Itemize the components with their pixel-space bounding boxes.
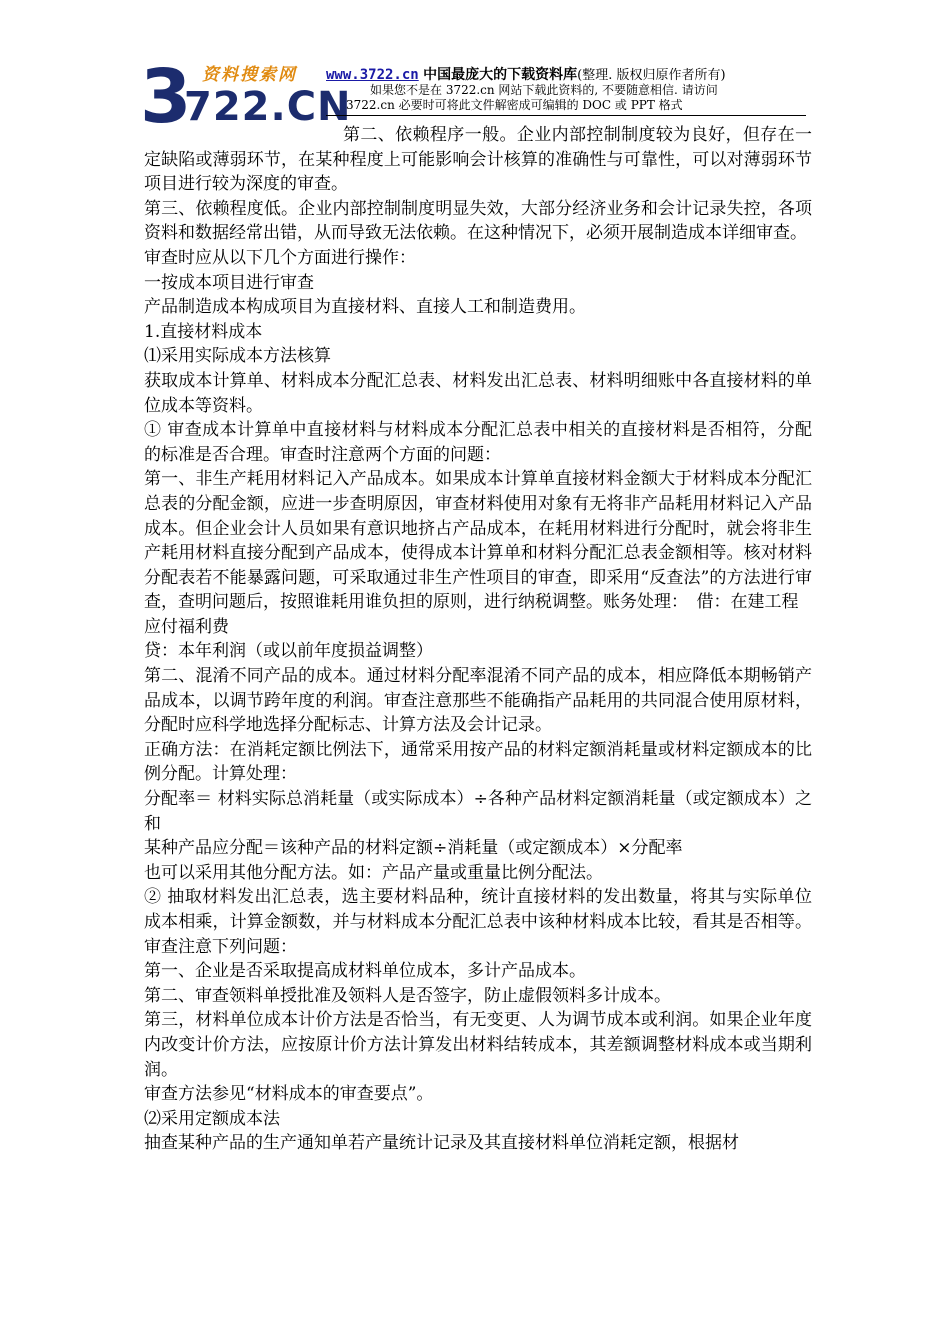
site-url-link[interactable]: www.3722.cn — [326, 67, 419, 83]
paragraph: 第三、依赖程度低。企业内部控制制度明显失效，大部分经济业务和会计记录失控，各项资料和数据经常出错，从而导致无法依赖。在这种情况下，必须开展制造成本详细审查。 — [144, 198, 812, 244]
paragraph: ② 抽取材料发出汇总表，选主要材料品种，统计直接材料的发出数量，将其与实际单位成本相乘，计算金额数，并与材料成本分配汇总表中该种材料成本比较，看其是否相等。审查注意下列问题： — [144, 887, 812, 957]
paragraph: 审查方法参见“材料成本的审查要点”。 — [144, 1084, 434, 1105]
paragraph: 第一、企业是否采取提高成材料单位成本，多计产品成本。 — [144, 961, 586, 982]
download-notice-line2: 3722.cn 必要时可将此文件解密成可编辑的 DOC 或 PPT 格式 — [346, 98, 683, 112]
paragraph: 应付福利费 — [144, 616, 229, 637]
download-notice-line1: 如果您不是在 3722.cn 网站下载此资料的, 不要随意相信. 请访问 — [370, 83, 718, 97]
logo-slogan: 资料搜索网 — [202, 65, 297, 85]
paragraph: 也可以采用其他分配方法。如：产品产量或重量比例分配法。 — [144, 862, 603, 883]
paragraph: 获取成本计算单、材料成本分配汇总表、材料发出汇总表、材料明细账中各直接材料的单位成本等资料。 — [144, 370, 812, 416]
paragraph: 审查时应从以下几个方面进行操作： — [144, 247, 416, 268]
paragraph: 产品制造成本构成项目为直接材料、直接人工和制造费用。 — [144, 297, 586, 318]
section-heading: 一按成本项目进行审查 — [144, 272, 314, 293]
paragraph: 第三，材料单位成本计价方法是否恰当，有无变更、人为调节成本或利润。如果企业年度内改变计价方法，应按原计价方法计算发出材料结转成本，其差额调整材料成本或当期利润。 — [144, 1010, 812, 1080]
paragraph: ① 审查成本计算单中直接材料与材料成本分配汇总表中相关的直接材料是否相符，分配的标准是否合理。审查时注意两个方面的问题： — [144, 420, 812, 465]
section-heading: ⑴采用实际成本方法核算 — [144, 346, 331, 367]
paragraph: 第二、混淆不同产品的成本。通过材料分配率混淆不同产品的成本，相应降低本期畅销产品成本，以调节跨年度的利润。审查注意那些不能确指产品耗用的共同混合使用原材料，分配时应科学地选择分配标志、计算方法及会计记录。 — [144, 666, 812, 736]
paragraph: 第二、审查领料单授批准及领料人是否签字，防止虚假领料多计成本。 — [144, 985, 671, 1006]
logo-digit: 3 — [140, 54, 190, 140]
paragraph: 正确方法：在消耗定额比例法下，通常采用按产品的材料定额消耗量或材料定额成本的比例分配。计算处理： — [144, 739, 812, 785]
paragraph: 第一、非生产耗用材料记入产品成本。如果成本计算单直接材料金额大于材料成本分配汇总表的分配金额，应进一步查明原因，审查材料使用对象有无将非产品耗用材料记入产品成本。但企业会计人员如果有意识地挤占产品成本，在耗用材料进行分配时，就会将非生产耗用材料直接分配到产品成本，使得成本计算单和材料分配汇总表金额相等。核对材料分配表若不能暴露问题，可采取通过非生产性项目的审查，即采用“反查法”的方法进行审查，查明问题后，按照谁耗用谁负担的原则，进行纳税调整。账务处理： 借：在建工程 — [144, 469, 812, 613]
paragraph: 第二、依赖程序一般。企业内部控制制度较为良好，但存在一定缺陷或薄弱环节，在某种程度上可能影响会计核算的准确性与可靠性，可以对薄弱环节项目进行较为深度的审查。 — [144, 125, 812, 195]
document-body — [144, 123, 812, 1156]
copyright-note: (整理. 版权归原作者所有) — [577, 68, 726, 83]
site-tagline: 中国最庞大的下载资料库 — [423, 67, 578, 83]
logo-domain: 722.CN — [184, 84, 352, 130]
site-logo[interactable] — [140, 54, 352, 140]
header-divider — [326, 115, 806, 116]
section-heading: 1.直接材料成本 — [144, 321, 263, 342]
formula: 某种产品应分配＝该种产品的材料定额÷消耗量（或定额成本）×分配率 — [144, 838, 683, 859]
formula: 分配率＝ 材料实际总消耗量（或实际成本）÷各种产品材料定额消耗量（或定额成本）之和 — [144, 789, 812, 834]
section-heading: ⑵采用定额成本法 — [144, 1108, 280, 1129]
paragraph: 贷：本年利润（或以前年度损益调整） — [144, 641, 433, 662]
paragraph: 抽查某种产品的生产通知单若产量统计记录及其直接材料单位消耗定额，根据材 — [144, 1133, 739, 1154]
